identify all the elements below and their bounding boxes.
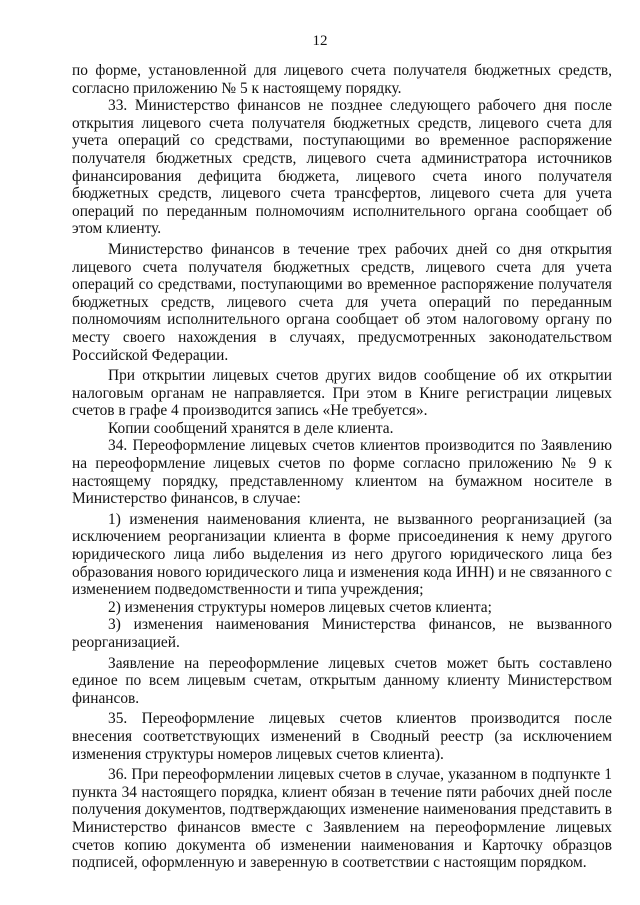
paragraph-application: Заявление на переоформление лицевых счетов может быть составлено единое по всем лицевым счетам, открытым данному клиенту Министерством финансов. (72, 654, 612, 707)
paragraph-item-36: 36. При переоформлении лицевых счетов в случае, указанном в подпункте 1 пункта 34 настоящего порядка, клиент обязан в течение пяти рабочих дней после получения документов, подтверждающих изменение наименования представить в Министерство финансов вместе с Заявлением на переоформление лицевых счетов копию документа об изменении наименования и Карточку образцов подписей, оформленную и заверенную в соответствии с настоящим порядком. (72, 766, 612, 872)
list-item-2: 2) изменения структуры номеров лицевых счетов клиента; (108, 598, 492, 616)
paragraph-other-accounts: При открытии лицевых счетов других видов сообщение об их открытии налоговым органам не направляется. При этом в Книге регистрации лицевых счетов в графе 4 производится запись «Не требуется». (72, 367, 612, 420)
paragraph-item-33: 33. Министерство финансов не позднее следующего рабочего дня после открытия лицевого счета получателя бюджетных средств, лицевого счета для учета операций со средствами, поступающими во временное распоряжение получателя бюджетных средств, лицевого счета администратора источников финансирования дефицита бюджета, лицевого счета иного получателя бюджетных средств, лицевого счета трансфертов, лицевого счета для учета операций по переданным полномочиям исполнительного органа сообщает об этом клиенту. (72, 97, 612, 238)
paragraph-item-34: 34. Переоформление лицевых счетов клиентов производится по Заявлению на переоформление лицевых счетов по форме согласно приложению № 9 к настоящему порядку, представленному клиентом на бумажном носителе в Министерство финансов, в случае: (72, 437, 612, 508)
document-body (72, 62, 612, 872)
list-item-1: 1) изменения наименования клиента, не вызванного реорганизацией (за исключением реорганизации клиента в форме присоединения к нему другого юридического лица либо выделения из него другого юридического лица без образования нового юридического лица и изменения кода ИНН) и не связанного с изменением подведомственности и типа учреждения; (72, 510, 612, 599)
paragraph-copies: Копии сообщений хранятся в деле клиента. (108, 419, 394, 437)
paragraph-item-35: 35. Переоформление лицевых счетов клиентов производится после внесения соответствующих изменений в Сводный реестр (за исключением изменения структуры номеров лицевых счетов клиента). (72, 710, 612, 763)
paragraph-tax-notice: Министерство финансов в течение трех рабочих дней со дня открытия лицевого счета получателя бюджетных средств, лицевого счета для учета операций со средствами, поступающими во временное распоряжение получателя бюджетных средств, лицевого счета для учета операций по переданным полномочиям исполнительного органа сообщает об этом налоговому органу по месту своего нахождения в случаях, предусмотренных законодательством Российской Федерации. (72, 240, 612, 364)
list-item-3: 3) изменения наименования Министерства финансов, не вызванного реорганизацией. (72, 616, 612, 651)
page-number: 12 (312, 33, 328, 49)
paragraph-continuation: по форме, установленной для лицевого счета получателя бюджетных средств, согласно приложению № 5 к настоящему порядку. (72, 62, 612, 97)
